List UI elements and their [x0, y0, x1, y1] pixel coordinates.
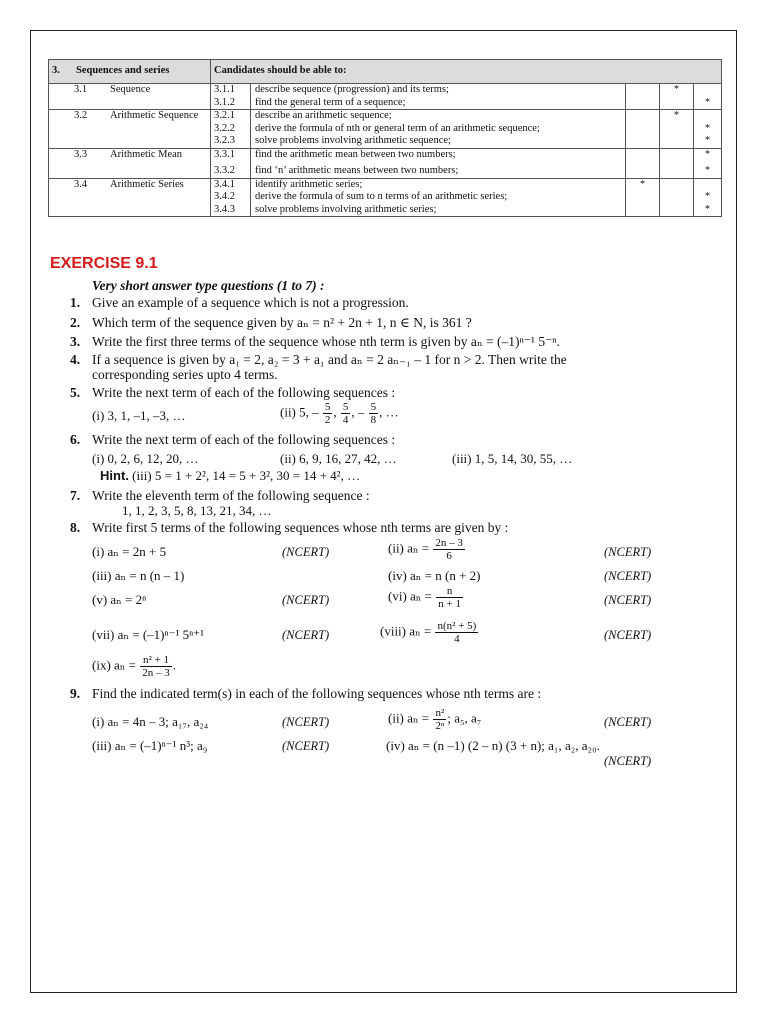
- question-text: Write the next term of each of the following sequences :: [92, 432, 396, 447]
- q6-part-iii: (iii) 1, 5, 14, 30, 55, …: [452, 451, 573, 466]
- q5-ii-prefix: (ii) 5, –: [280, 404, 319, 420]
- question-3: [70, 333, 560, 350]
- ncert-tag: (NCERT): [282, 628, 330, 642]
- code: 3.2.2: [214, 122, 235, 134]
- star-mark: *: [705, 191, 711, 202]
- description: solve problems involving arithmetic sequence;: [255, 135, 451, 146]
- q8-part-i: (i) aₙ = 2n + 5: [92, 544, 167, 559]
- ncert-tag: (NCERT): [282, 545, 330, 559]
- exercise-subtitle: Very short answer type questions (1 to 7) :: [92, 278, 325, 293]
- star-col-2: [660, 148, 694, 178]
- syllabus-row-3-1: [49, 84, 722, 110]
- star-mark: *: [674, 110, 679, 121]
- fraction: [433, 707, 446, 732]
- question-number: 7.: [70, 488, 81, 503]
- desc-cell: [251, 110, 626, 149]
- star-col-1: [626, 148, 660, 178]
- q8-part-vii: (vii) aₙ = (–1)ⁿ⁻¹ 5ⁿ⁺¹: [92, 627, 204, 642]
- numerator: n² + 1: [140, 654, 172, 667]
- q5-part-ii: [280, 401, 399, 426]
- fraction: [436, 585, 463, 610]
- q6-part-ii: (ii) 6, 9, 16, 27, 42, …: [280, 451, 397, 466]
- q8-part-v: (v) aₙ = 2ⁿ: [92, 592, 147, 607]
- separator: , –: [351, 404, 365, 420]
- numerator: 5: [370, 401, 377, 413]
- topic-name: Arithmetic Series: [110, 178, 184, 190]
- q8-ix-suffix: .: [172, 657, 176, 673]
- denominator: 2n – 3: [142, 667, 170, 679]
- fraction: [433, 537, 465, 562]
- description: find ‘n’ arithmetic means between two numbers;: [255, 165, 459, 176]
- question-4-cont: corresponding series upto 4 terms.: [92, 367, 278, 382]
- q6-hint: [100, 468, 360, 484]
- q9-part-ii: [388, 707, 481, 732]
- question-number: 8.: [70, 520, 81, 535]
- question-number: 5.: [70, 385, 81, 400]
- question-9: [70, 685, 541, 702]
- ncert-tag: (NCERT): [604, 545, 652, 559]
- star-col-3: [694, 178, 722, 217]
- q5-part-i: (i) 3, 1, –1, –3, …: [92, 408, 186, 423]
- codes-cell: [211, 148, 251, 178]
- description: derive the formula of nth or general term of an arithmetic sequence;: [255, 122, 540, 134]
- question-1: [70, 294, 409, 311]
- ncert-tag: (NCERT): [282, 739, 330, 753]
- hint-text: (iii) 5 = 1 + 2², 14 = 5 + 3², 30 = 14 + 4², …: [132, 468, 361, 483]
- syllabus-row-3-4: [49, 178, 722, 217]
- question-number: 1.: [70, 295, 81, 310]
- star-col-2: [660, 110, 694, 149]
- q8-part-ix: [92, 654, 176, 679]
- code: 3.1.1: [214, 84, 235, 95]
- question-number: 4.: [70, 352, 81, 367]
- star-mark: *: [705, 203, 711, 215]
- question-number: 9.: [70, 686, 81, 701]
- numerator: n: [436, 585, 463, 598]
- description: solve problems involving arithmetic series;: [255, 203, 437, 215]
- q8-ii-prefix: (ii) aₙ =: [388, 540, 430, 556]
- question-8: [70, 519, 508, 536]
- numerator: 2n – 3: [435, 537, 463, 549]
- desc-cell: [251, 84, 626, 110]
- denominator: 8: [370, 414, 377, 426]
- star-col-2: [660, 178, 694, 217]
- star-mark: *: [705, 135, 711, 146]
- description: describe an arithmetic sequence;: [255, 110, 392, 121]
- ncert-tag: (NCERT): [604, 628, 652, 642]
- q8-part-iii: (iii) aₙ = n (n – 1): [92, 568, 185, 583]
- q8-ix-prefix: (ix) aₙ =: [92, 657, 136, 673]
- syllabus-row-3-2: [49, 110, 722, 149]
- question-number: 3.: [70, 334, 81, 349]
- desc-cell: [251, 148, 626, 178]
- desc-cell: [251, 178, 626, 217]
- codes-cell: [211, 84, 251, 110]
- numerator: 5: [324, 401, 331, 413]
- star-mark: *: [640, 178, 645, 190]
- topic-name: Arithmetic Mean: [110, 148, 183, 160]
- question-text: If a sequence is given by a₁ = 2, a₂ = 3 + a₁ and aₙ = 2 aₙ₋₁ – 1 for n > 2. Then write the: [92, 352, 567, 367]
- numerator: 5: [342, 401, 349, 413]
- syllabus-header-row: [49, 60, 722, 84]
- code: 3.4.3: [214, 203, 235, 215]
- code: 3.2.1: [214, 110, 235, 121]
- description: identify arithmetic series;: [255, 178, 363, 190]
- question-text: Which term of the sequence given by aₙ = n² + 2n + 1, n ∈ N, is 361 ?: [92, 315, 472, 330]
- star-col-3: [694, 148, 722, 178]
- hint-label: Hint.: [100, 468, 129, 483]
- question-5: [70, 384, 395, 401]
- question-number: 2.: [70, 315, 81, 330]
- code: 3.4.1: [214, 178, 235, 190]
- code: 3.2.3: [214, 135, 235, 146]
- syllabus-table: [48, 59, 722, 217]
- denominator: 2ⁿ: [435, 720, 445, 732]
- fraction: [323, 401, 333, 426]
- q8-part-ii: [388, 537, 466, 562]
- denominator: 4: [454, 633, 460, 645]
- q9-part-i: (i) aₙ = 4n – 3; a₁₇, a₂₄: [92, 714, 209, 729]
- description: describe sequence (progression) and its terms;: [255, 84, 449, 95]
- star-col-3: [694, 110, 722, 149]
- denominator: n + 1: [438, 598, 461, 610]
- numerator: n²: [433, 707, 446, 720]
- q7-sequence: 1, 1, 2, 3, 5, 8, 13, 21, 34, …: [122, 503, 272, 518]
- q9-part-iv: (iv) aₙ = (n –1) (2 – n) (3 + n); a₁, a₂, a₂₀.: [386, 738, 600, 753]
- question-text: Write the eleventh term of the following sequence :: [92, 488, 370, 503]
- question-text: Write the next term of each of the following sequences :: [92, 385, 396, 400]
- star-col-1: [626, 178, 660, 217]
- topic-num: 3.3: [74, 148, 88, 160]
- ncert-tag: (NCERT): [604, 715, 652, 729]
- denominator: 2: [324, 414, 331, 426]
- question-text: Give an example of a sequence which is not a progression.: [92, 295, 409, 310]
- ncert-tag: (NCERT): [604, 593, 652, 607]
- q8-vi-prefix: (vi) aₙ =: [388, 588, 432, 604]
- question-text: Find the indicated term(s) in each of the following sequences whose nth terms are :: [92, 686, 542, 701]
- exercise-section: [50, 255, 670, 273]
- topic-cell: [49, 148, 211, 178]
- fraction: [435, 620, 478, 645]
- topic-num: 3.4: [74, 178, 88, 190]
- q9-ii-prefix: (ii) aₙ =: [388, 710, 430, 726]
- q6-part-i: (i) 0, 2, 6, 12, 20, …: [92, 451, 199, 466]
- fraction: [341, 401, 351, 426]
- code: 3.3.2: [214, 165, 235, 176]
- denominator: 6: [446, 550, 452, 562]
- code: 3.1.2: [214, 96, 235, 108]
- description: derive the formula of sum to n terms of an arithmetic series;: [255, 191, 508, 202]
- q8-part-viii: [380, 620, 479, 645]
- q8-viii-prefix: (viii) aₙ =: [380, 623, 432, 639]
- star-mark: *: [705, 165, 711, 176]
- q8-part-iv: (iv) aₙ = n (n + 2): [388, 568, 481, 583]
- star-mark: *: [705, 122, 711, 134]
- codes-cell: [211, 110, 251, 149]
- question-2: [70, 314, 472, 331]
- syllabus-header-topic: [49, 60, 211, 84]
- star-mark: *: [705, 96, 711, 108]
- star-mark: *: [674, 84, 679, 95]
- topic-num: 3.2: [74, 110, 88, 121]
- ncert-tag: (NCERT): [604, 569, 652, 583]
- star-mark: *: [705, 148, 711, 160]
- question-text: Write first 5 terms of the following sequences whose nth terms are given by :: [92, 520, 509, 535]
- topic-num: 3.1: [74, 84, 88, 95]
- star-col-1: [626, 110, 660, 149]
- numerator: n(n² + 5): [437, 620, 477, 632]
- question-text: Write the first three terms of the sequence whose nth term is given by aₙ = (–1)ⁿ⁻¹ 5⁻ⁿ.: [92, 334, 560, 349]
- syllabus-row-3-3: [49, 148, 722, 178]
- q8-part-vi: [388, 585, 464, 610]
- star-col-2: [660, 84, 694, 110]
- q9-part-iii: (iii) aₙ = (–1)ⁿ⁻¹ n³; a₉: [92, 738, 208, 753]
- question-6: [70, 431, 395, 448]
- code: 3.4.2: [214, 191, 235, 202]
- separator: ,: [333, 404, 337, 420]
- topic-cell: [49, 110, 211, 149]
- description: find the arithmetic mean between two numbers;: [255, 148, 456, 160]
- syllabus-header-num: 3.: [52, 65, 60, 77]
- code: 3.3.1: [214, 148, 235, 160]
- topic-cell: [49, 178, 211, 217]
- syllabus-header-candidates: Candidates should be able to:: [211, 60, 722, 84]
- topic-name: Sequence: [110, 84, 151, 95]
- fraction: [140, 654, 172, 679]
- ncert-tag: (NCERT): [282, 593, 330, 607]
- star-col-3: [694, 84, 722, 110]
- q9-ii-suffix: ; a₅, a₇: [447, 710, 482, 726]
- ncert-tag: (NCERT): [604, 754, 652, 768]
- q5-ii-suffix: , …: [379, 404, 399, 420]
- question-number: 6.: [70, 432, 81, 447]
- topic-cell: [49, 84, 211, 110]
- exercise-title: EXERCISE 9.1: [50, 255, 158, 272]
- codes-cell: [211, 178, 251, 217]
- fraction: [369, 401, 379, 426]
- star-col-1: [626, 84, 660, 110]
- syllabus-header-topic-label: Sequences and series: [76, 65, 170, 77]
- ncert-tag: (NCERT): [282, 715, 330, 729]
- topic-name: Arithmetic Sequence: [110, 110, 199, 121]
- denominator: 4: [342, 414, 349, 426]
- question-7: [70, 487, 370, 504]
- description: find the general term of a sequence;: [255, 96, 406, 108]
